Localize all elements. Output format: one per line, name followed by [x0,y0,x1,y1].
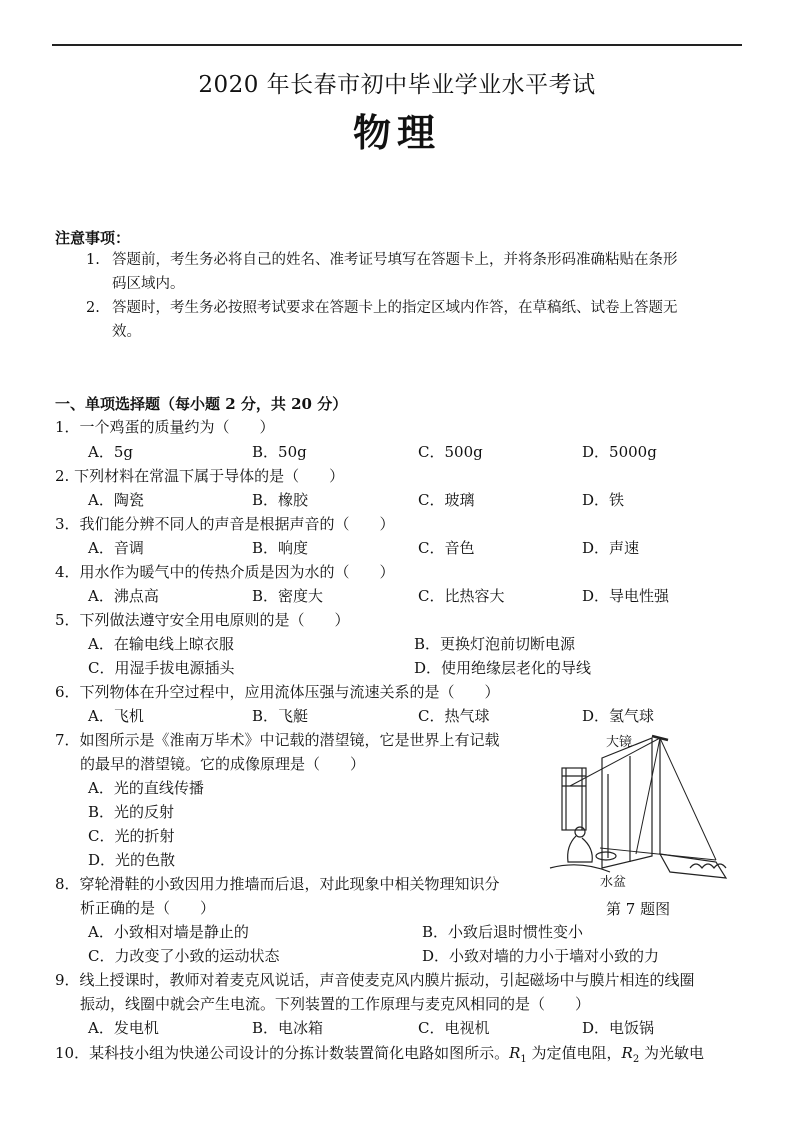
option: B．小致后退时惯性变小 [422,923,584,941]
mirror-label: 大镜 [606,735,633,750]
stem-text: 为光敏电 [639,1044,704,1062]
question-stem: 7．如图所示是《淮南万毕术》中记载的潜望镜，它是世界上有记载 [55,731,500,749]
option: A．音调 [88,539,144,557]
option: A．光的直线传播 [88,779,204,797]
option: B．光的反射 [88,803,175,821]
option: B．飞艇 [252,707,309,725]
periscope-figure [540,728,740,894]
option: D．电饭锅 [582,1019,655,1037]
basin-label: 水盆 [600,875,627,890]
top-rule [52,44,742,46]
notice-item-text: 效。 [112,324,141,340]
question-stem: 8．穿轮滑鞋的小致因用力推墙而后退，对此现象中相关物理知识分 [55,875,500,893]
option: B．橡胶 [252,491,309,509]
option: B．响度 [252,539,309,557]
question-stem: 1．一个鸡蛋的质量约为（ ） [55,418,275,436]
section-heading: 一、单项选择题（每小题 2 分，共 20 分） [55,395,348,413]
option: A．飞机 [88,707,144,725]
exam-title: 2020 年长春市初中毕业学业水平考试 [198,72,596,98]
option: B．50g [252,443,307,461]
question-stem [55,1042,704,1071]
resistor-subscript: 1 [520,1054,527,1065]
option: C．力改变了小致的运动状态 [88,947,280,965]
question-stem: 2. 下列材料在常温下属于导体的是（ ） [55,467,345,485]
notice-heading: 注意事项： [55,229,131,247]
wall-shape [602,738,652,868]
option: D．氢气球 [582,707,655,725]
option: D．声速 [582,539,640,557]
question-stem: 5．下列做法遵守安全用电原则的是（ ） [55,611,350,629]
periscope-drawing [540,728,740,894]
resistor-symbol: R [509,1044,521,1062]
question-stem: 6．下列物体在升空过程中，应用流体压强与流速关系的是（ ） [55,683,500,701]
option: C．光的折射 [88,827,175,845]
option: D．小致对墙的力小于墙对小致的力 [422,947,660,965]
option: C．比热容大 [418,587,505,605]
option: A．5g [88,443,133,461]
question-stem: 3．我们能分辨不同人的声音是根据声音的（ ） [55,515,395,533]
question-stem: 的最早的潜望镜。它的成像原理是（ ） [80,755,366,773]
basin-shape [596,852,616,860]
option: B．更换灯泡前切断电源 [414,635,576,653]
option: D．光的色散 [88,851,176,869]
resistor-symbol: R [621,1044,633,1062]
notice-item-text: 码区域内。 [112,276,185,292]
subject-title: 物理 [352,111,441,155]
notice-item-number: 1. [86,252,100,268]
option: C．玻璃 [418,491,475,509]
option: D．5000g [582,443,657,461]
question-stem: 振动，线圈中就会产生电流。下列装置的工作原理与麦克风相同的是（ ） [80,995,591,1013]
question-stem: 9．线上授课时，教师对着麦克风说话，声音使麦克风内膜片振动，引起磁场中与膜片相连的线圈 [55,971,695,989]
notice-item-number: 2. [86,300,100,316]
stem-text: 为定值电阻， [526,1044,622,1062]
figure-caption: 第 7 题图 [606,900,671,918]
option: C．电视机 [418,1019,490,1037]
option: D．铁 [582,491,625,509]
resistor-subscript: 2 [632,1054,640,1065]
notice-item-text: 答题前，考生务必将自己的姓名、准考证号填写在答题卡上，并将条形码准确粘贴在条形 [112,252,678,268]
notice-item-text: 答题时，考生务必按照考试要求在答题卡上的指定区域内作答，在草稿纸、试卷上答题无 [112,300,678,316]
option: A．沸点高 [88,587,159,605]
option: A．发电机 [88,1019,159,1037]
option: C．热气球 [418,707,490,725]
option: A．陶瓷 [88,491,144,509]
question-stem: 析正确的是（ ） [80,899,216,917]
option: C．用湿手拔电源插头 [88,659,235,677]
question-stem: 4．用水作为暖气中的传热介质是因为水的（ ） [55,563,395,581]
option: B．电冰箱 [252,1019,324,1037]
option: B．密度大 [252,587,324,605]
option: A．小致相对墙是静止的 [88,923,249,941]
stem-text: 10．某科技小组为快递公司设计的分拣计数装置简化电路如图所示。 [55,1044,510,1062]
option: A．在输电线上晾衣服 [88,635,234,653]
option: C．音色 [418,539,475,557]
option: D．使用绝缘层老化的导线 [414,659,592,677]
option: D．导电性强 [582,587,670,605]
option: C．500g [418,443,483,461]
